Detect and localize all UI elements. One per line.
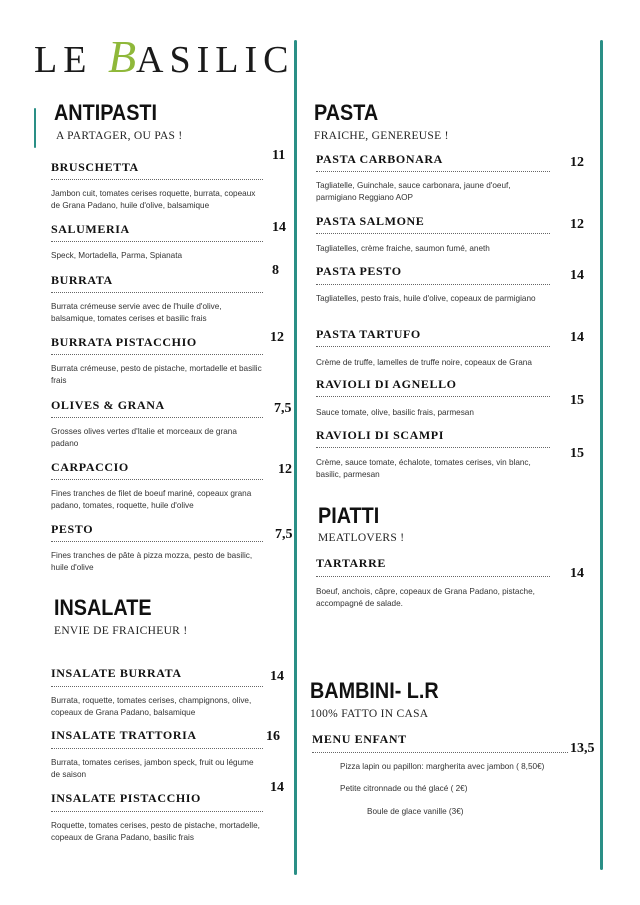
insalate-title: INSALATE: [54, 595, 152, 620]
dotted-leader: [51, 179, 263, 180]
item-name: INSALATE TRATTORIA: [51, 728, 197, 742]
antipasti-title: ANTIPASTI: [54, 100, 158, 125]
item-name: BRUSCHETTA: [51, 160, 139, 174]
piatti-subtitle: MEATLOVERS !: [318, 532, 405, 544]
item-description: Burrata, tomates cerises, jambon speck, fruit ou légume de saison: [51, 758, 254, 779]
item-description: Fines tranches de pâte à pizza mozza, pesto de basilic, huile d'olive: [51, 551, 253, 572]
logo-initial: B: [107, 31, 137, 82]
item-price: 14: [570, 330, 584, 345]
item-price: 11: [272, 148, 286, 163]
item-name: RAVIOLI DI AGNELLO: [316, 377, 457, 391]
item-description: Burrata, roquette, tomates cerises, champignons, olive, copeaux de Grana Padano, balsamique: [51, 696, 252, 717]
item-name: PASTA PESTO: [316, 264, 402, 278]
item-price: 12: [570, 217, 584, 232]
dotted-leader: [51, 241, 263, 242]
dotted-leader: [51, 811, 263, 812]
item-price: 8: [272, 263, 279, 278]
logo-rest: ASILIC: [136, 39, 295, 81]
item-description: Sauce tomate, olive, basilic frais, parmesan: [316, 408, 474, 417]
item-price: 7,5: [274, 401, 292, 416]
item-description: Tagliatelle, Guinchale, sauce carbonara, jaune d'oeuf, parmigiano Reggiano AOP: [316, 181, 511, 202]
piatti-title: PIATTI: [318, 503, 380, 528]
item-price: 12: [270, 330, 284, 345]
dotted-leader: [316, 284, 550, 285]
dotted-leader: [312, 752, 568, 753]
item-description: Boeuf, anchois, câpre, copeaux de Grana Padano, pistache, accompagné de salade.: [316, 587, 535, 608]
dotted-leader: [316, 447, 550, 448]
item-description: Speck, Mortadella, Parma, Spianata: [51, 251, 183, 260]
item-name: INSALATE BURRATA: [51, 666, 182, 680]
item-price: 12: [570, 155, 584, 170]
dotted-leader: [51, 479, 263, 480]
logo-prefix: LE: [34, 39, 108, 81]
item-price: 14: [570, 268, 584, 283]
dotted-leader: [316, 346, 550, 347]
bambini-title: BAMBINI- L.R: [310, 678, 439, 703]
item-description: Fines tranches de filet de boeuf mariné, copeaux grana padano, tomates, roquette, huile d'olive: [51, 489, 252, 510]
item-description: Crème de truffe, lamelles de truffe noire, copeaux de Grana: [316, 358, 532, 367]
item-description: Tagliatelles, pesto frais, huile d'olive, copeaux de parmigiano: [316, 294, 536, 303]
left-brush-divider: [34, 108, 36, 148]
dotted-leader: [51, 541, 263, 542]
item-name: BURRATA PISTACCHIO: [51, 335, 197, 349]
dotted-leader: [51, 292, 263, 293]
dotted-leader: [51, 748, 263, 749]
item-name: OLIVES & GRANA: [51, 398, 165, 412]
item-price: 13,5: [570, 741, 595, 756]
kids-menu-line: Petite citronnade ou thé glacé ( 2€): [340, 784, 468, 793]
item-description: Roquette, tomates cerises, pesto de pistache, mortadelle, copeaux de Grana Padano, basilic frais: [51, 821, 260, 842]
item-name: CARPACCIO: [51, 460, 129, 474]
item-name: PASTA CARBONARA: [316, 152, 443, 166]
item-name: SALUMERIA: [51, 222, 130, 236]
item-description: Jambon cuit, tomates cerises roquette, burrata, copeaux de Grana Padano, huile d'olive, balsamique: [51, 189, 256, 210]
dotted-leader: [316, 233, 550, 234]
item-name: PESTO: [51, 522, 94, 536]
item-name: INSALATE PISTACCHIO: [51, 791, 201, 805]
dotted-leader: [51, 417, 263, 418]
item-price: 16: [266, 729, 280, 744]
item-description: Tagliatelles, crème fraiche, saumon fumé, aneth: [316, 244, 490, 253]
item-price: 15: [570, 446, 584, 461]
dotted-leader: [51, 354, 263, 355]
kids-menu-line: Boule de glace vanille (3€): [367, 807, 464, 816]
item-price: 7,5: [275, 527, 293, 542]
item-description: Grosses olives vertes d'Italie et morceaux de grana padano: [51, 427, 237, 448]
dotted-leader: [316, 396, 550, 397]
item-name: PASTA SALMONE: [316, 214, 425, 228]
item-description: Burrata crémeuse servie avec de l'huile d'olive, balsamique, tomates cerises et basilic frais: [51, 302, 222, 323]
insalate-subtitle: ENVIE DE FRAICHEUR !: [54, 625, 188, 637]
item-name: MENU ENFANT: [312, 732, 407, 746]
pasta-title: PASTA: [314, 100, 379, 125]
item-price: 14: [570, 566, 584, 581]
item-price: 14: [272, 220, 286, 235]
item-price: 15: [570, 393, 584, 408]
item-price: 14: [270, 780, 284, 795]
pasta-subtitle: FRAICHE, GENEREUSE !: [314, 130, 449, 142]
item-name: RAVIOLI DI SCAMPI: [316, 428, 444, 442]
restaurant-logo: [34, 30, 295, 83]
item-description: Crème, sauce tomate, échalote, tomates cerises, vin blanc, basilic, parmesan: [316, 458, 531, 479]
item-price: 12: [278, 462, 292, 477]
dotted-leader: [316, 576, 550, 577]
item-price: 14: [270, 669, 284, 684]
right-brush-divider: [600, 40, 603, 870]
center-brush-divider: [294, 40, 297, 875]
dotted-leader: [51, 686, 263, 687]
item-name: BURRATA: [51, 273, 113, 287]
item-name: TARTARRE: [316, 556, 386, 570]
kids-menu-line: Pizza lapin ou papillon: margherita avec jambon ( 8,50€): [340, 762, 545, 771]
item-description: Burrata crémeuse, pesto de pistache, mortadelle et basilic frais: [51, 364, 262, 385]
dotted-leader: [316, 171, 550, 172]
item-name: PASTA TARTUFO: [316, 327, 421, 341]
bambini-subtitle: 100% FATTO IN CASA: [310, 708, 429, 720]
antipasti-subtitle: A PARTAGER, OU PAS !: [56, 130, 183, 142]
